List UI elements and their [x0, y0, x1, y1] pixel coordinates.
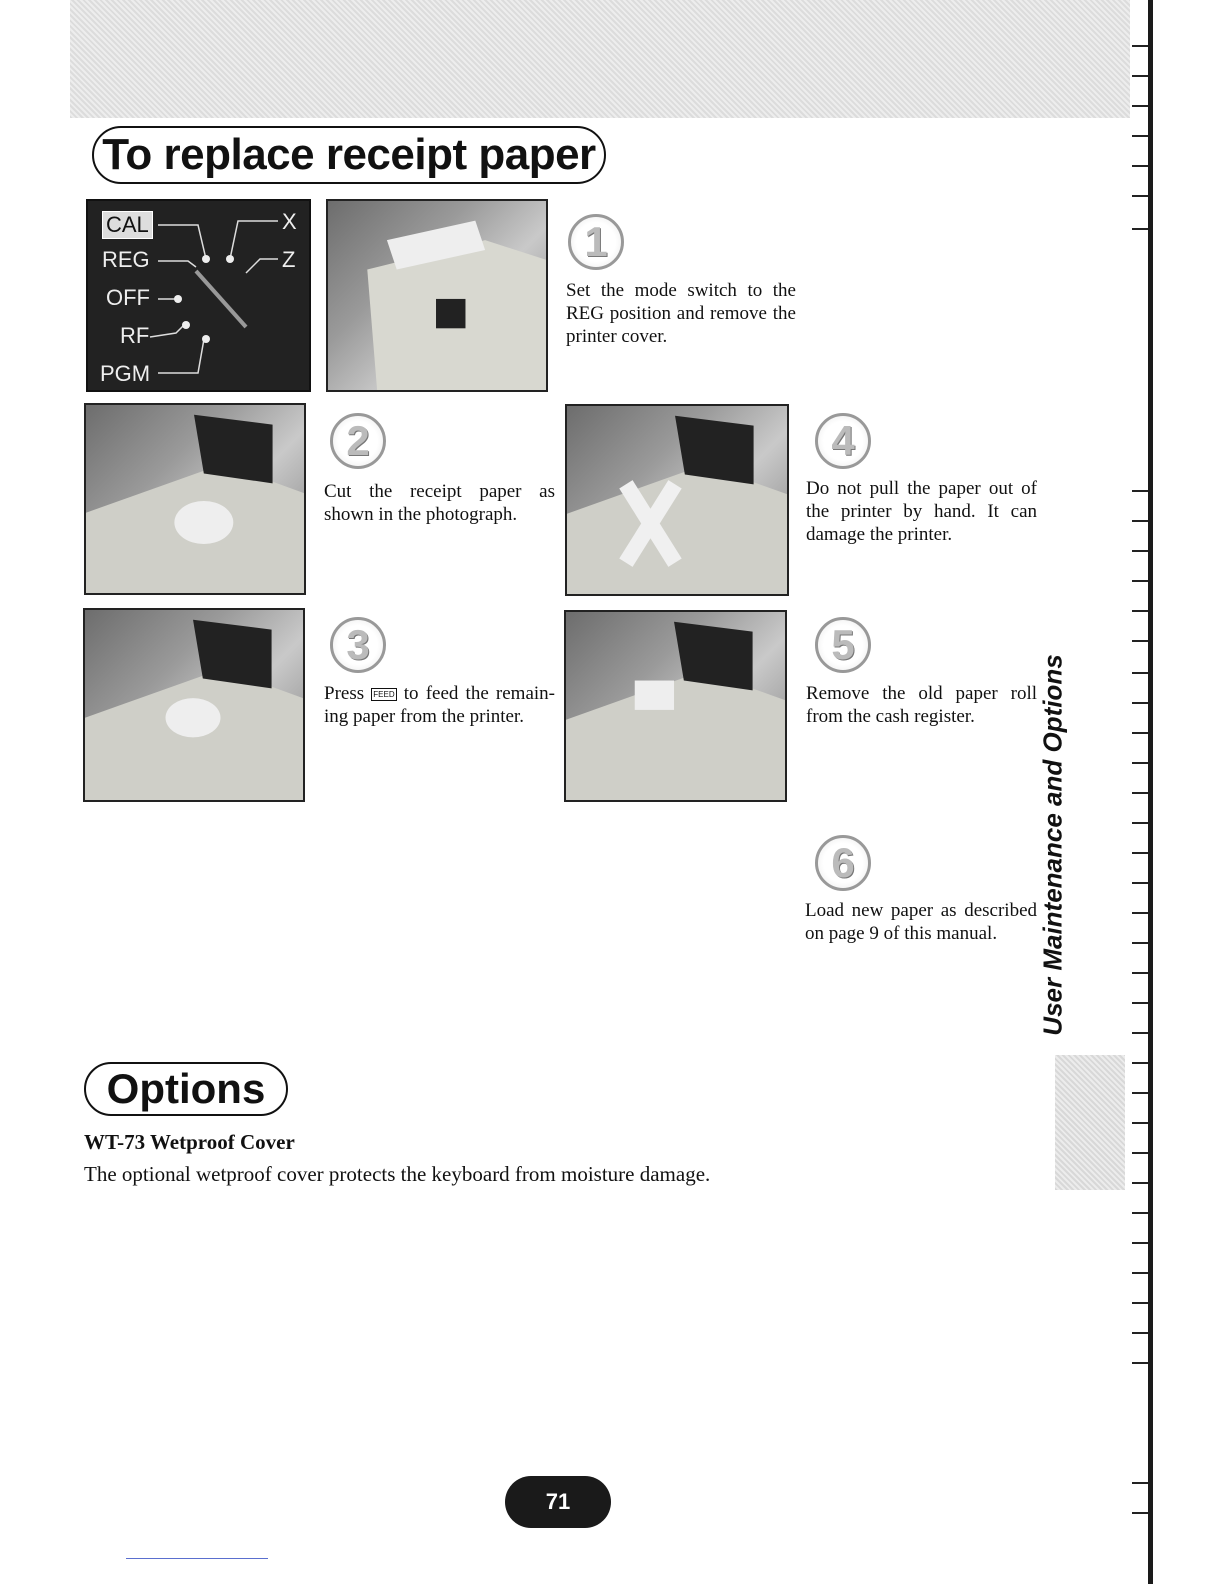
step-4-number: 4: [815, 413, 871, 469]
mode-label-rf: RF: [120, 323, 150, 348]
edge-tick: [1132, 1062, 1148, 1064]
edge-tick: [1132, 45, 1148, 47]
side-tab-marker: [1055, 1055, 1125, 1190]
page-edge: [1148, 0, 1153, 1584]
edge-tick: [1132, 195, 1148, 197]
edge-tick: [1132, 1362, 1148, 1364]
edge-tick: [1132, 852, 1148, 854]
edge-tick: [1132, 762, 1148, 764]
header-band: [70, 0, 1130, 118]
step-6-text: Load new paper as described on page 9 of this manual.: [805, 900, 1037, 944]
mode-switch-diagram: [86, 199, 311, 392]
step-6-number: 6: [815, 835, 871, 891]
edge-tick: [1132, 1092, 1148, 1094]
edge-tick: [1132, 135, 1148, 137]
edge-tick: [1132, 912, 1148, 914]
options-text: The optional wetproof cover protects the keyboard from moisture damage.: [84, 1162, 711, 1186]
footer-line: [126, 1558, 268, 1559]
edge-tick: [1132, 822, 1148, 824]
edge-tick: [1132, 672, 1148, 674]
edge-tick: [1132, 1272, 1148, 1274]
edge-tick: [1132, 1212, 1148, 1214]
edge-tick: [1132, 550, 1148, 552]
edge-tick: [1132, 75, 1148, 77]
edge-tick: [1132, 942, 1148, 944]
edge-tick: [1132, 792, 1148, 794]
section-title: To replace receipt paper: [92, 126, 606, 184]
edge-tick: [1132, 1182, 1148, 1184]
photo-remove-cover: [326, 199, 548, 392]
edge-tick: [1132, 1122, 1148, 1124]
step-3-text: [324, 682, 555, 728]
options-heading: WT-73 Wetproof Cover: [84, 1130, 295, 1154]
edge-tick: [1132, 1482, 1148, 1484]
feed-key-icon: FEED: [373, 690, 395, 699]
step-4-text: Do not pull the paper out of the printer by hand. It can damage the printer.: [806, 478, 1037, 545]
options-title: Options: [84, 1062, 288, 1116]
edge-tick: [1132, 228, 1148, 230]
photo-feed-paper: [83, 608, 305, 802]
photo-do-not-pull: [565, 404, 789, 596]
edge-tick: [1132, 1242, 1148, 1244]
step-1-text: Set the mode switch to the REG position and remove the printer cover.: [566, 280, 796, 347]
edge-tick: [1132, 702, 1148, 704]
step-1-number: 1: [568, 214, 624, 270]
mode-label-reg: REG: [102, 247, 150, 272]
mode-label-cal: CAL: [102, 211, 153, 239]
edge-tick: [1132, 1512, 1148, 1514]
edge-tick: [1132, 1302, 1148, 1304]
edge-tick: [1132, 1332, 1148, 1334]
edge-tick: [1132, 1002, 1148, 1004]
edge-tick: [1132, 640, 1148, 642]
edge-tick: [1132, 1032, 1148, 1034]
edge-tick: [1132, 610, 1148, 612]
edge-tick: [1132, 520, 1148, 522]
step-3-number: 3: [330, 617, 386, 673]
edge-tick: [1132, 732, 1148, 734]
edge-tick: [1132, 882, 1148, 884]
edge-tick: [1132, 972, 1148, 974]
step-3-text-before: Press: [324, 683, 365, 704]
side-tab-label: User Maintenance and Options: [1037, 654, 1068, 1036]
step-3-text-after: to feed the remain-ing paper from the printer.: [324, 683, 556, 727]
edge-tick: [1132, 1152, 1148, 1154]
mode-switch-lines: [88, 201, 313, 394]
mode-label-z: Z: [282, 247, 296, 272]
mode-label-off: OFF: [106, 285, 150, 310]
step-5-text: Remove the old paper roll from the cash register.: [806, 683, 1037, 727]
step-2-text: Cut the receipt paper as shown in the photograph.: [324, 481, 555, 525]
edge-tick: [1132, 105, 1148, 107]
edge-tick: [1132, 165, 1148, 167]
mode-label-x: X: [282, 209, 297, 234]
photo-remove-roll: [564, 610, 787, 802]
edge-tick: [1132, 580, 1148, 582]
step-5-number: 5: [815, 617, 871, 673]
edge-tick: [1132, 490, 1148, 492]
mode-label-pgm: PGM: [100, 361, 151, 386]
side-tab: [1028, 640, 1078, 1050]
step-2-number: 2: [330, 413, 386, 469]
photo-cut-paper: [84, 403, 306, 595]
page-number: 71: [505, 1476, 611, 1528]
